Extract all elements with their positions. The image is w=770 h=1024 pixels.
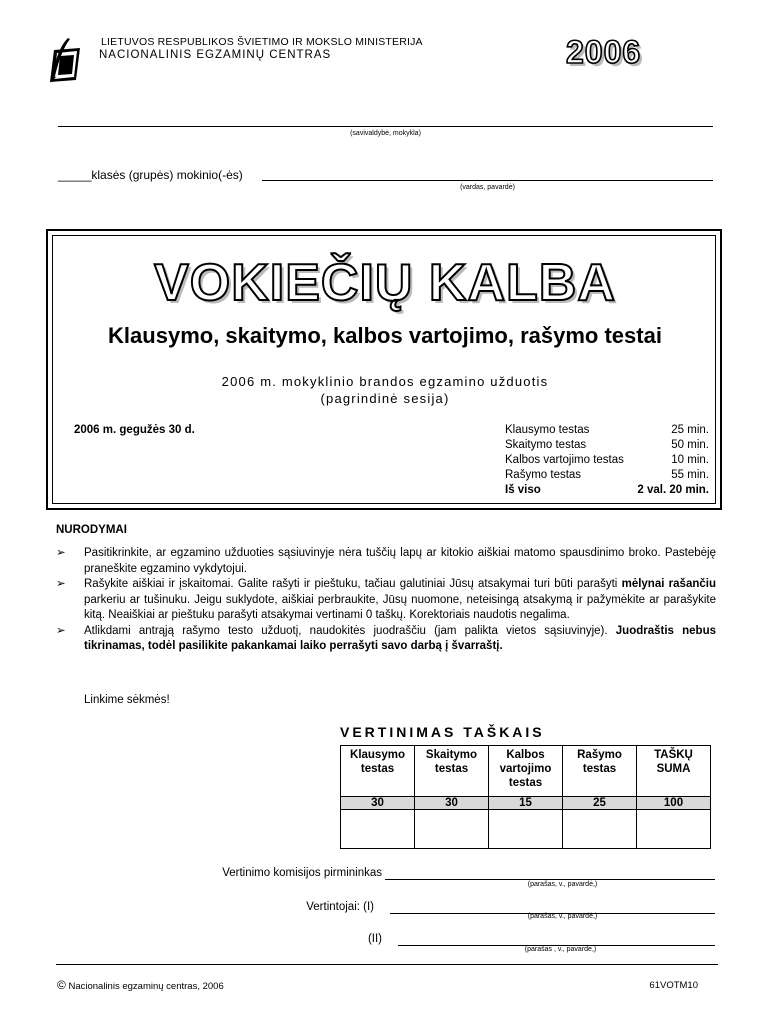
instructions-list <box>56 546 716 655</box>
scoring-table <box>340 745 711 849</box>
score-max-cell: 30 <box>415 797 489 810</box>
score-max-cell: 30 <box>341 797 415 810</box>
score-header-cell: Skaitymo testas <box>415 746 489 797</box>
score-max-cell: 15 <box>489 797 563 810</box>
instruction-text: Rašykite aiškiai ir įskaitomai. Galite rašyti ir pieštuku, tačiau galutiniai Jūsų atsakymai turi būti parašyti <box>84 578 622 590</box>
time-row <box>505 438 709 453</box>
arrow-bullet-icon: ➢ <box>56 578 66 590</box>
instructions-heading: NURODYMAI <box>56 524 127 536</box>
copyright-icon: © <box>57 978 66 992</box>
instruction-emphasis: Juodraštis nebus tikrinamas, todėl pasilikite pakankamai laiko perrašyti savo darbą į švarraštį. <box>84 624 716 652</box>
time-label: Klausymo testas <box>505 424 590 436</box>
scoring-max-row <box>341 797 711 810</box>
score-entry-cell[interactable] <box>489 810 563 849</box>
score-entry-cell[interactable] <box>415 810 489 849</box>
chair-label: Vertinimo komisijos pirmininkas <box>222 867 382 879</box>
score-max-cell: 100 <box>637 797 711 810</box>
copyright-text: Nacionalinis egzaminų centras, 2006 <box>68 981 224 992</box>
time-total-label: Iš viso <box>505 484 541 496</box>
scoring-header-row <box>341 746 711 797</box>
time-value: 25 min. <box>671 424 709 436</box>
score-header-cell: TAŠKŲ SUMA <box>637 746 711 797</box>
class-label: _____klasės (grupės) mokinio(-ės) <box>58 168 243 182</box>
time-label: Rašymo testas <box>505 469 582 481</box>
document-code: 61VOTM10 <box>649 980 698 991</box>
ministry-name: LIETUVOS RESPUBLIKOS ŠVIETIMO IR MOKSLO MINISTERIJA <box>101 36 423 48</box>
score-header-cell: Rašymo testas <box>563 746 637 797</box>
time-value: 10 min. <box>671 454 709 466</box>
grader2-signature-line[interactable] <box>398 932 715 946</box>
time-total-value: 2 val. 20 min. <box>637 484 709 496</box>
student-name-line[interactable] <box>262 168 713 181</box>
score-header-cell: Klausymo testas <box>341 746 415 797</box>
score-max-cell: 25 <box>563 797 637 810</box>
instruction-item <box>56 624 716 655</box>
scoring-heading: VERTINIMAS TAŠKAIS <box>340 724 545 740</box>
exam-title: VOKIEČIŲ KALBA <box>154 254 616 312</box>
arrow-bullet-icon: ➢ <box>56 624 66 637</box>
instruction-item <box>56 546 716 577</box>
footer-divider <box>56 964 718 965</box>
score-header-cell: Kalbos vartojimo testas <box>489 746 563 797</box>
name-hint: (vardas, pavardė) <box>460 184 515 191</box>
instruction-emphasis: mėlynai rašančiu <box>621 578 716 590</box>
good-luck-text: Linkime sėkmės! <box>84 694 170 706</box>
time-row <box>505 468 709 483</box>
graders-label: Vertintojai: (I) <box>306 901 374 913</box>
instruction-item <box>56 577 716 624</box>
time-total-row <box>505 483 709 498</box>
chair-signature-line[interactable] <box>385 867 715 880</box>
time-value: 50 min. <box>671 439 709 451</box>
time-table <box>505 423 709 498</box>
score-entry-cell[interactable] <box>341 810 415 849</box>
copyright <box>57 978 224 992</box>
instruction-text: Pasitikrinkite, ar egzamino užduoties sąsiuvinyje nėra tuščių lapų ar kitokio aiškiai matomo spausdinimo broko. Pastebėję praneškite egzamino vykdytojui. <box>84 547 716 575</box>
time-value: 55 min. <box>671 469 709 481</box>
exam-date: 2006 m. gegužės 30 d. <box>74 424 195 436</box>
scoring-entry-row <box>341 810 711 849</box>
time-row <box>505 423 709 438</box>
grader2-hint: (parašas , v., pavardė,) <box>524 946 597 953</box>
score-entry-cell[interactable] <box>637 810 711 849</box>
time-label: Skaitymo testas <box>505 439 587 451</box>
quill-book-logo-icon <box>46 36 82 84</box>
grader2-label: (II) <box>367 933 382 945</box>
task-line-1: 2006 m. mokyklinio brandos egzamino užduotis <box>221 374 549 389</box>
instruction-text: parkeriu ar tušinuku. Jeigu suklydote, aiškiai perbraukite, Jūsų nuomone, neteisingą atsakymą ir pažymėkite ar parašykite kitą. Neaiškiai ar pieštuku parašyti atsakymai vertinami 0 taškų. Korektoriais naudotis negalima. <box>84 593 716 621</box>
instruction-text: Atlikdami antrąją rašymo testo užduotį, naudokitės juodraščiu (jam palikta vietos sąsiuvinyje). <box>84 624 616 637</box>
exam-subtitle: Klausymo, skaitymo, kalbos vartojimo, rašymo testai <box>108 323 662 348</box>
time-label: Kalbos vartojimo testas <box>505 454 624 466</box>
grader1-hint: (parašas, v., pavardė,) <box>527 913 598 920</box>
task-line-2: (pagrindinė sesija) <box>320 391 450 406</box>
score-entry-cell[interactable] <box>563 810 637 849</box>
time-row <box>505 453 709 468</box>
task-description <box>60 373 710 407</box>
municipality-hint: (savivaldybė, mokykla) <box>350 130 421 137</box>
center-name: NACIONALINIS EGZAMINŲ CENTRAS <box>99 49 332 61</box>
exam-year: 2006 <box>566 34 642 70</box>
municipality-line[interactable] <box>58 116 713 127</box>
chair-hint: (parašas, v., pavardė,) <box>527 881 598 888</box>
arrow-bullet-icon: ➢ <box>56 547 66 559</box>
grader1-signature-line[interactable] <box>390 900 715 914</box>
